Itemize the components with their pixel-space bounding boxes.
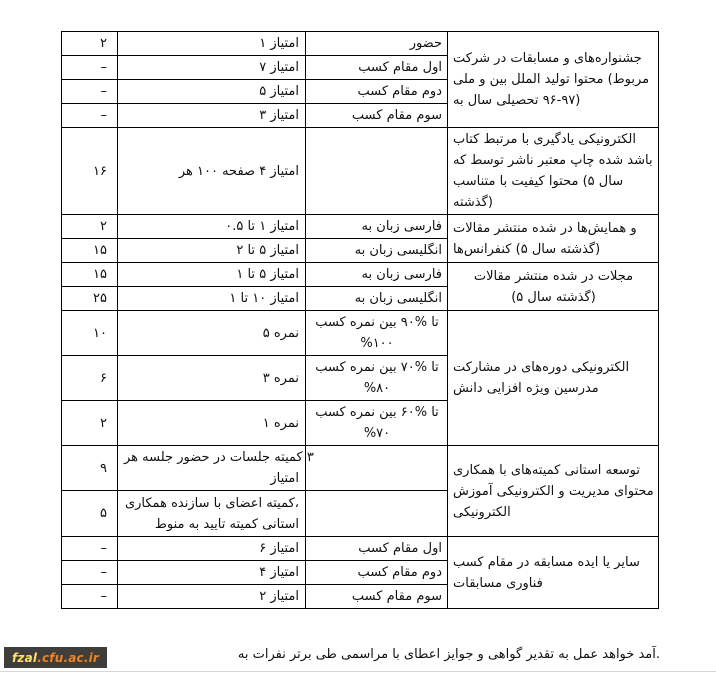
points-cell: ۷ امتیاز bbox=[118, 56, 306, 80]
points-cell: ۲ تا ۵ امتیاز bbox=[118, 239, 306, 263]
category-cell: مشارکت در دوره‌های الکترونیکی دانش افزایی ویژه مدرسین bbox=[448, 311, 659, 446]
score-cell: ۹ bbox=[62, 446, 118, 491]
points-cell: ۳ نمره bbox=[118, 356, 306, 401]
points-cell: ۱ تا ۱۰ امتیاز bbox=[118, 287, 306, 311]
score-cell: ۱۰ bbox=[62, 311, 118, 356]
table-row bbox=[62, 128, 659, 215]
points-cell: ۶ امتیاز bbox=[118, 537, 306, 561]
category-cell: کسب مقام در مسابقه ایده یا سایر مسابقات فناوری bbox=[448, 537, 659, 609]
footer-note: به نفرات برتر طی مراسمی با اعطای جوایز و گواهی تقدیر به عمل خواهد آمد. bbox=[237, 647, 660, 662]
score-cell: – bbox=[62, 561, 118, 585]
points-cell: هر ۱۰۰ صفحه ۴ امتیاز bbox=[118, 128, 306, 215]
criterion-cell: حضور bbox=[306, 32, 448, 56]
criterion-cell: کسب مقام اول bbox=[306, 537, 448, 561]
category-cell: شرکت در مسابقات و جشنواره‌های ملی و بین الملل تولید محتوا (مربوط به سال تحصیلی ۹۶-۹۷) bbox=[448, 32, 659, 128]
criterion-cell: کسب مقام اول bbox=[306, 56, 448, 80]
points-cell: ۱ امتیاز bbox=[118, 32, 306, 56]
criterion-cell: کسب نمره بین ۷۰% تا %۸۰ bbox=[306, 356, 448, 401]
criterion-cell: کسب نمره بین ۹۰% تا %۱۰۰ bbox=[306, 311, 448, 356]
page-bottom-rule bbox=[0, 671, 716, 672]
score-cell: ۲ bbox=[62, 32, 118, 56]
score-cell: ۵ bbox=[62, 491, 118, 537]
points-cell: هر جلسه حضور در جلسات کمیته ۳ امتیاز bbox=[118, 446, 306, 491]
points-cell: ۵ نمره bbox=[118, 311, 306, 356]
criterion-cell: کسب نمره بین ۶۰% تا %۷۰ bbox=[306, 401, 448, 446]
criterion-cell bbox=[306, 128, 448, 215]
score-cell: ۲ bbox=[62, 215, 118, 239]
watermark-site-prefix: fzal bbox=[12, 650, 38, 665]
score-cell: – bbox=[62, 585, 118, 609]
criterion-cell: به زبان انگلیسی bbox=[306, 239, 448, 263]
score-cell: ۱۵ bbox=[62, 239, 118, 263]
points-cell: همکاری سازنده با اعضای کمیته، منوط به تایید کمیته استانی bbox=[118, 491, 306, 537]
criterion-cell: کسب مقام دوم bbox=[306, 561, 448, 585]
category-cell: مقالات منتشر شده در مجلات (۵ سال گذشته) bbox=[448, 263, 659, 311]
score-cell: ۶ bbox=[62, 356, 118, 401]
site-watermark bbox=[4, 647, 107, 668]
table-row bbox=[62, 32, 659, 56]
criterion-cell: کسب مقام دوم bbox=[306, 80, 448, 104]
table-row bbox=[62, 263, 659, 287]
points-cell: ۲ امتیاز bbox=[118, 585, 306, 609]
criterion-cell: کسب مقام سوم bbox=[306, 585, 448, 609]
score-cell: ۱۵ bbox=[62, 263, 118, 287]
score-cell: ۲ bbox=[62, 401, 118, 446]
score-cell: ۲۵ bbox=[62, 287, 118, 311]
table-row bbox=[62, 311, 659, 356]
points-cell: ۰.۵ تا ۱ امتیاز bbox=[118, 215, 306, 239]
points-cell: ۱ نمره bbox=[118, 401, 306, 446]
points-cell: ۴ امتیاز bbox=[118, 561, 306, 585]
criterion-cell: به زبان انگلیسی bbox=[306, 287, 448, 311]
score-cell: – bbox=[62, 537, 118, 561]
table-row bbox=[62, 537, 659, 561]
category-cell: مقالات منتشر شده در همایش‌ها و کنفرانس‌ها (۵ سال گذشته) bbox=[448, 215, 659, 263]
criterion-cell: به زبان فارسی bbox=[306, 215, 448, 239]
criterion-cell: به زبان فارسی bbox=[306, 263, 448, 287]
scoring-table bbox=[61, 31, 659, 609]
points-cell: ۱ تا ۵ امتیاز bbox=[118, 263, 306, 287]
criterion-cell bbox=[306, 446, 448, 491]
table-row bbox=[62, 215, 659, 239]
score-cell: – bbox=[62, 80, 118, 104]
category-cell: همکاری با کمیته‌های استانی توسعه آموزش الکترونیکی و مدیریت محتوای الکترونیکی bbox=[448, 446, 659, 537]
points-cell: ۵ امتیاز bbox=[118, 80, 306, 104]
watermark-site-suffix: .cfu.ac.ir bbox=[37, 650, 100, 665]
score-cell: – bbox=[62, 56, 118, 80]
table-row bbox=[62, 446, 659, 491]
criterion-cell bbox=[306, 491, 448, 537]
score-cell: ۱۶ bbox=[62, 128, 118, 215]
points-cell: ۳ امتیاز bbox=[118, 104, 306, 128]
category-cell: کتاب مرتبط با یادگیری الکترونیکی که توسط ناشر معتبر چاپ شده باشد متناسب با کیفیت محتوا (۵ سال گذشته) bbox=[448, 128, 659, 215]
score-cell: – bbox=[62, 104, 118, 128]
criterion-cell: کسب مقام سوم bbox=[306, 104, 448, 128]
